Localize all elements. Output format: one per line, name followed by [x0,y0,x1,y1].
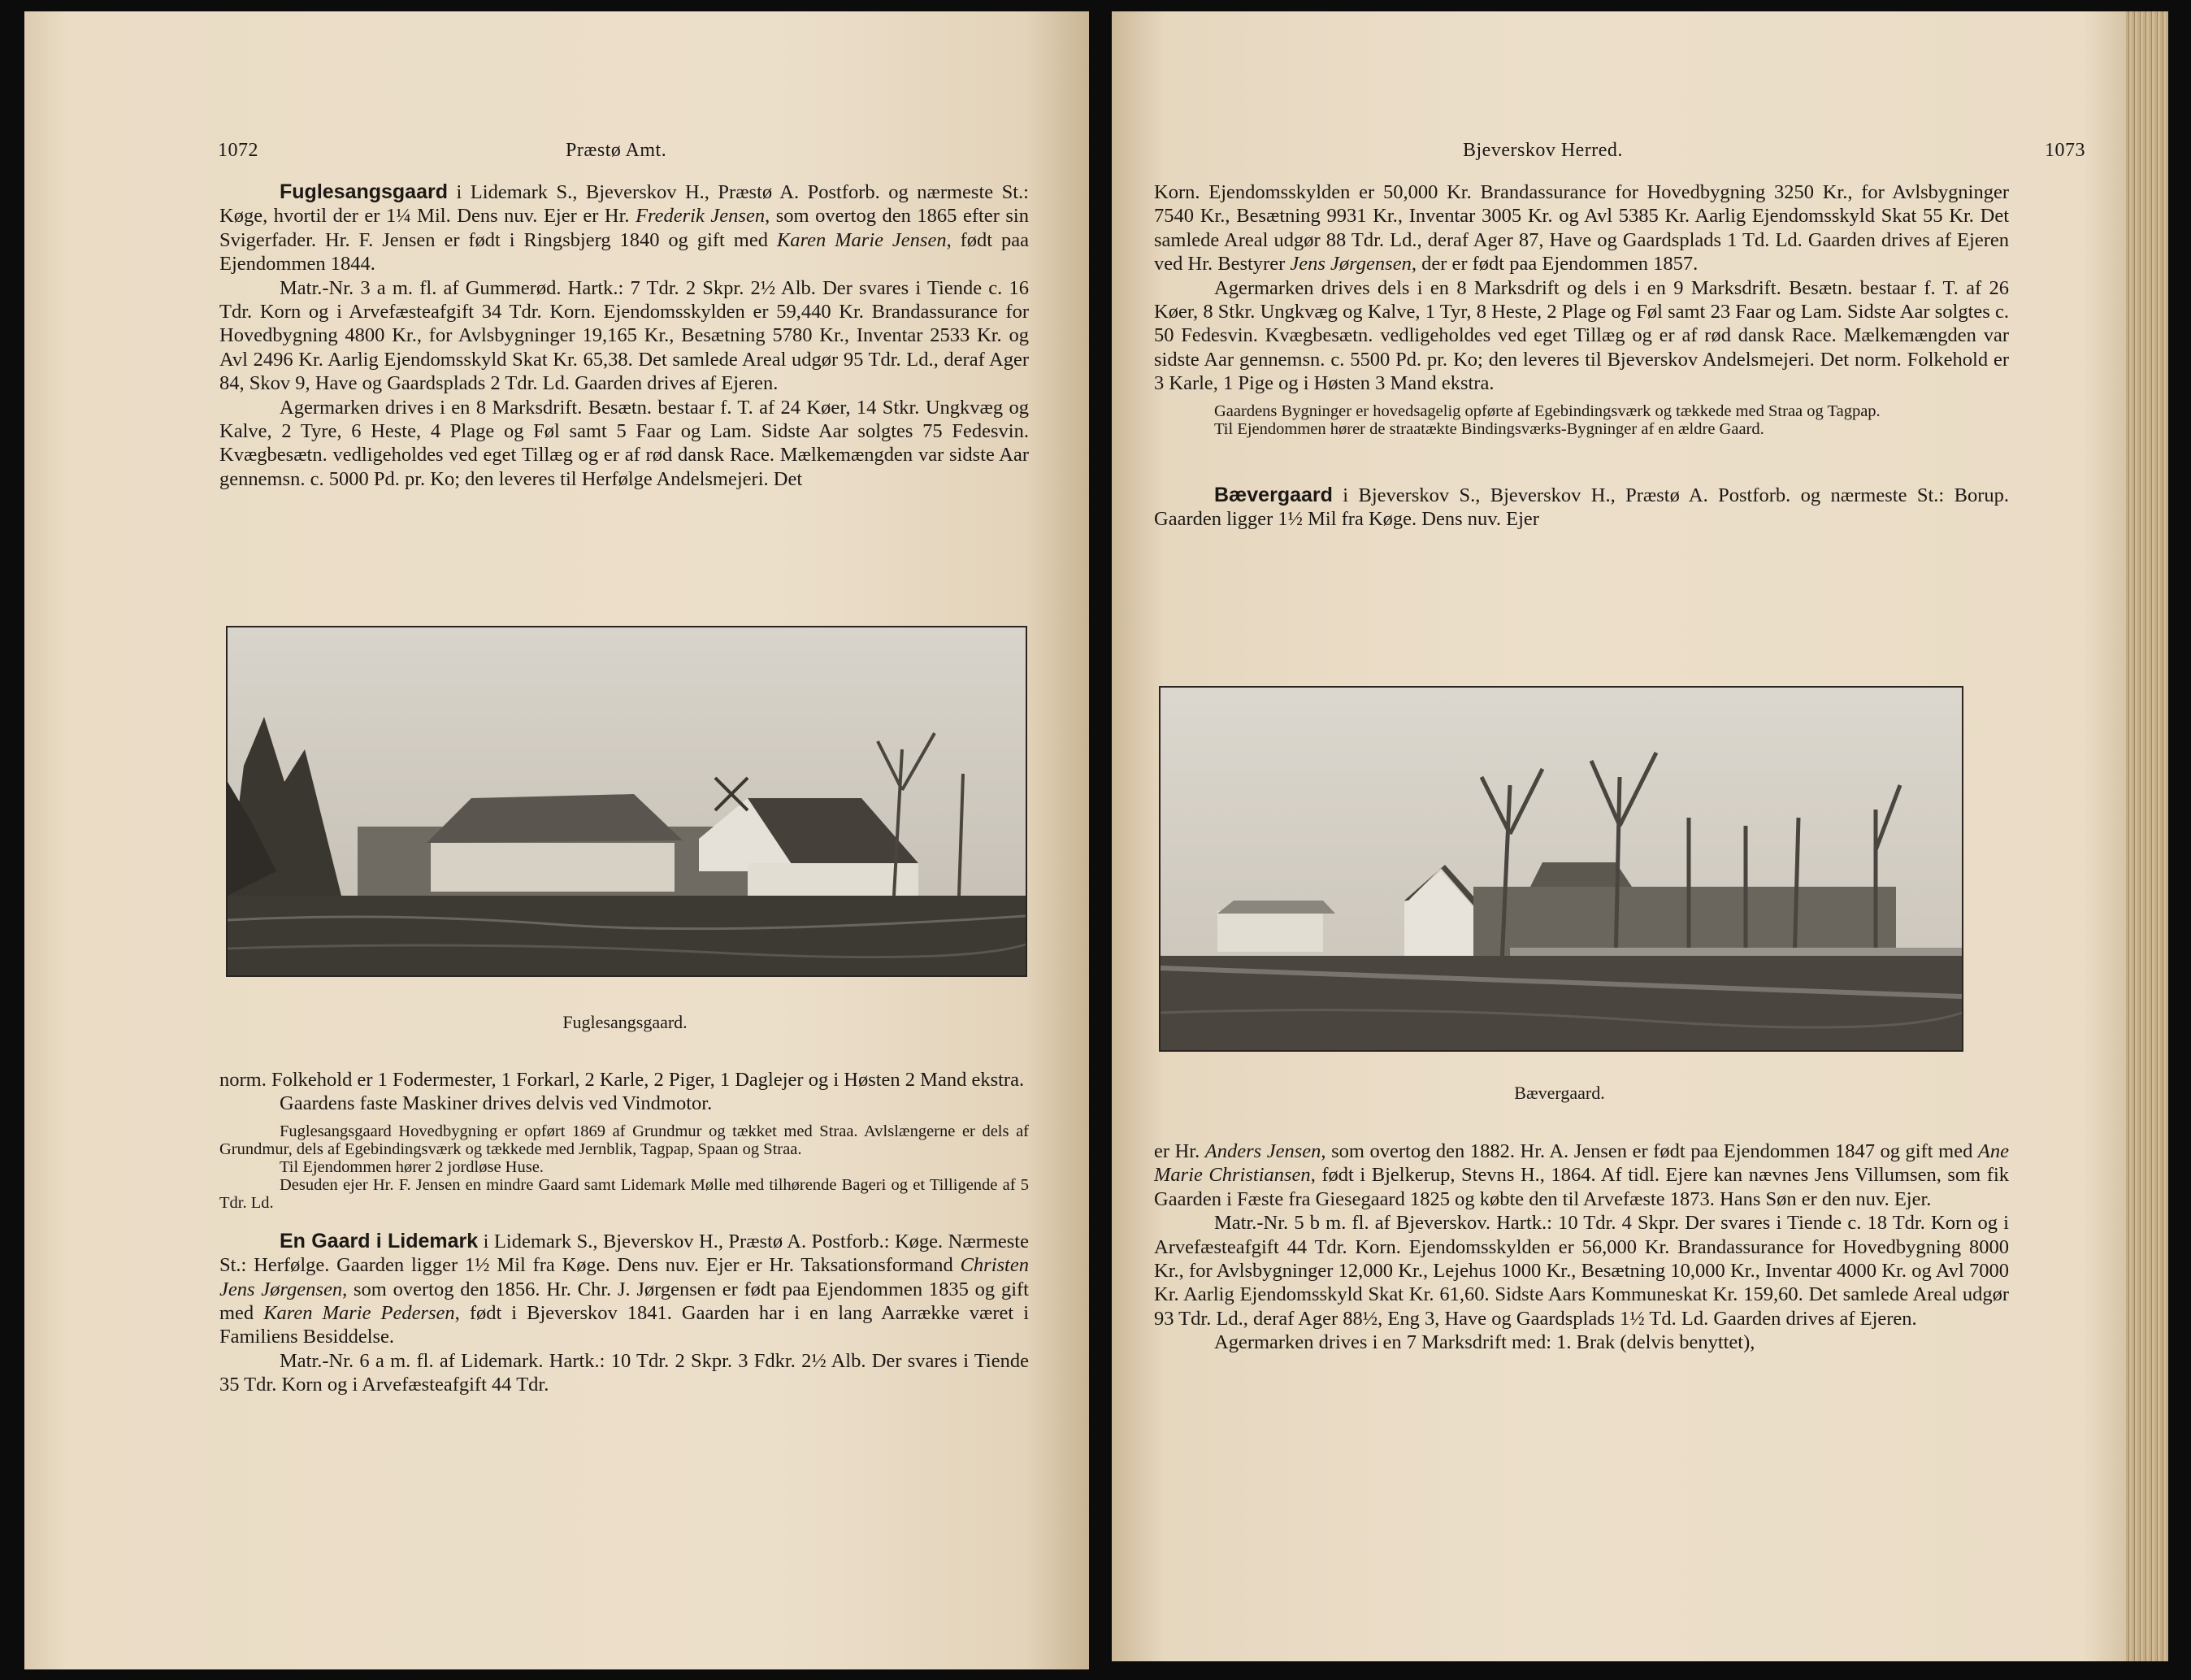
manager-name: Jens Jørgensen [1290,253,1412,276]
photo-caption-fuglesangsgaard: Fuglesangsgaard. [562,1012,688,1032]
entry-title-baevergaard: Bævergaard [1214,483,1333,506]
right-column-top [1154,180,2009,531]
entry-baevergaard-intro: Bævergaard i Bjeverskov S., Bjeverskov H., Præstø A. Postforb. og nærmeste St.: Borup. Gaarden ligger 1½ Mil fra Køge. Dens nuv. Ejer [1154,483,2009,531]
wife-name: Karen Marie Jensen [776,228,947,251]
note: Til Ejendommen hører 2 jordløse Huse. [280,1157,544,1176]
right-column-bottom [1154,1140,2009,1355]
wife-name: Karen Marie Pedersen [263,1302,455,1325]
owner-name: Anders Jensen [1204,1140,1321,1162]
owner-name: Christen Jens Jørgensen [219,1254,1029,1300]
paragraph: Matr.-Nr. 6 a m. fl. af Lidemark. Hartk.: 10 Tdr. 2 Skpr. 3 Fdkr. 2½ Alb. Der svares i Tiende 35 Tdr. Korn og i Arvefæsteafgift 44 Tdr. [219,1349,1029,1396]
page-edges [2126,11,2168,1661]
photo-fuglesangsgaard [226,626,1027,977]
left-column-top [219,180,1029,491]
note: Fuglesangsgaard Hovedbygning er opført 1869 af Grundmur og tækket med Straa. Avlslængerne er dels af Grundmur, dels af Egebindingsværk og tækkede med Jernblik, Tagpap, Spaan og Straa. [219,1122,1029,1158]
page-number-right: 1073 [2045,140,2085,161]
running-head-left: Præstø Amt. [566,140,667,161]
page-number-left: 1072 [218,140,258,161]
wife-name: Ane Marie Christiansen [1154,1140,2009,1187]
left-column-bottom [219,1068,1029,1397]
paragraph: Agermarken drives dels i en 8 Marksdrift og dels i en 9 Marksdrift. Besætn. bestaar f. T. af 26 Køer, 8 Stkr. Ungkvæg og Kalve, 1 Tyr, 8 Heste, 2 Plage og Føl samt 23 Faar og Lam. Sidste Aar solgtes c. 50 Fedesvin. Kvægbesætn. vedligeholdes ved eget Tillæg og er af rød dansk Race. Mælkemængden var sidste Aar gennemsn. c. 5500 Pd. pr. Ko; den leveres til Bjeverskov Andelsmejeri. Det norm. Folkehold er 3 Karle, 1 Pige og i Høsten 3 Mand ekstra. [1154,276,2009,395]
entry-title-gaard-lidemark: En Gaard i Lidemark [280,1229,479,1252]
photo-caption-baevergaard: Bævergaard. [1514,1083,1605,1103]
note: Gaardens Bygninger er hovedsagelig opførte af Egebindingsværk og tækkede med Straa og Tagpap. [1214,402,1881,420]
paragraph: norm. Folkehold er 1 Fodermester, 1 Forkarl, 2 Karle, 2 Piger, 1 Daglejer og i Høsten 2 Mand ekstra. [219,1069,1025,1091]
left-page [24,11,1089,1669]
owner-name: Frederik Jensen [636,205,766,228]
note: Til Ejendommen hører de straatækte Bindingsværks-Bygninger af en ældre Gaard. [1214,419,1764,438]
paragraph: Gaardens faste Maskiner drives delvis ved Vindmotor. [280,1092,713,1115]
paragraph: Matr.-Nr. 5 b m. fl. af Bjeverskov. Hartk.: 10 Tdr. 4 Skpr. Der svares i Tiende c. 18 Tdr. Korn og i Arvefæsteafgift 44 Tdr. Korn. Ejendomsskylden er 56,000 Kr. Brandassurance for Hovedbygning 8000 Kr., for Avlsbygninger 12,000 Kr., Lejehus 1000 Kr., Besætning 10,000 Kr., Inventar 4000 Kr. og Avl 7000 Kr. Aarlig Ejendomsskyld Skat Kr. 61,60. Sidste Aars Kommuneskat Kr. 159,60. Det samlede Areal udgør 93 Tdr. Ld., deraf Ager 88½, Eng 3, Have og Gaardsplads 1½ Td. Ld. Gaarden drives af Ejeren. [1154,1212,2009,1330]
right-page [1112,11,2168,1661]
paragraph: Agermarken drives i en 7 Marksdrift med: 1. Brak (delvis benyttet), [1214,1331,1755,1354]
entry-title-fuglesangsgaard: Fuglesangsgaard [280,180,448,203]
paragraph: er Hr. Anders Jensen, som overtog den 1882. Hr. A. Jensen er født paa Ejendommen 1847 og gift med Ane Marie Christiansen, født i Bjelkerup, Stevns H., 1864. Af tidl. Ejere kan nævnes Jens Villumsen, som fik Gaarden i Fæste fra Giesegaard 1825 og købte den til Arvefæste 1873. Hans Søn er den nuv. Ejer. [1154,1140,2010,1210]
entry-gaard-lidemark-intro: En Gaard i Lidemark i Lidemark S., Bjeverskov H., Præstø A. Postforb.: Køge. Nærmeste St.: Herfølge. Gaarden ligger 1½ Mil fra Køge. Dens nuv. Ejer er Hr. Taksationsformand Christen Jens Jørgensen, som overtog den 1856. Hr. Chr. J. Jørgensen er født paa Ejendommen 1835 og gift med Karen Marie Pedersen, født i Bjeverskov 1841. Gaarden har i en lang Aarrække været i Familiens Besiddelse. [219,1229,1029,1348]
entry-fuglesangsgaard-intro: Fuglesangsgaard i Lidemark S., Bjeverskov H., Præstø A. Postforb. og nærmeste St.: Køge, hvortil der er 1¼ Mil. Dens nuv. Ejer er Hr. Frederik Jensen, som overtog den 1865 efter sin Svigerfader. Hr. F. Jensen er født i Ringsbjerg 1840 og gift med Karen Marie Jensen, født paa Ejendommen 1844. [219,180,1030,276]
photo-baevergaard [1159,686,1963,1052]
paragraph: Korn. Ejendomsskylden er 50,000 Kr. Brandassurance for Hovedbygning 3250 Kr., for Avlsbygninger 7540 Kr., Besætning 9931 Kr., Inventar 3005 Kr. og Avl 5385 Kr. Aarlig Ejendomsskyld Skat 55 Kr. Det samlede Areal udgør 88 Tdr. Ld., deraf Ager 87, Have og Gaardsplads 1 Td. Ld. Gaarden drives af Ejeren ved Hr. Bestyrer Jens Jørgensen, der er født paa Ejendommen 1857. [1154,181,2009,276]
note: Desuden ejer Hr. F. Jensen en mindre Gaard samt Lidemark Mølle med tilhørende Bageri og et Tilligende af 5 Tdr. Ld. [219,1175,1029,1212]
paragraph: Matr.-Nr. 3 a m. fl. af Gummerød. Hartk.: 7 Tdr. 2 Skpr. 2½ Alb. Der svares i Tiende c. 16 Tdr. Korn og i Arvefæsteafgift 34 Tdr. Korn. Ejendomsskylden er 59,440 Kr. Brandassurance for Hovedbygning 4800 Kr., for Avlsbygninger 19,165 Kr., Besætning 5780 Kr., Inventar 2533 Kr. og Avl 2496 Kr. Aarlig Ejendomsskyld Skat Kr. 65,38. Det samlede Areal udgør 95 Tdr. Ld., deraf Ager 84, Skov 9, Have og Gaardsplads 2 Tdr. Ld. Gaarden drives af Ejeren. [219,276,1029,395]
running-head-right: Bjeverskov Herred. [1463,140,1623,161]
paragraph: Agermarken drives i en 8 Marksdrift. Besætn. bestaar f. T. af 24 Køer, 14 Stkr. Ungkvæg og Kalve, 2 Tyre, 6 Heste, 4 Plage og Føl samt 5 Faar og Lam. Sidste Aar solgtes 75 Fedesvin. Kvægbesætn. vedligeholdes ved eget Tillæg og er af rød dansk Race. Mælkemængden var sidste Aar gennemsn. c. 5000 Pd. pr. Ko; den leveres til Herfølge Andelsmejeri. Det [219,396,1029,490]
